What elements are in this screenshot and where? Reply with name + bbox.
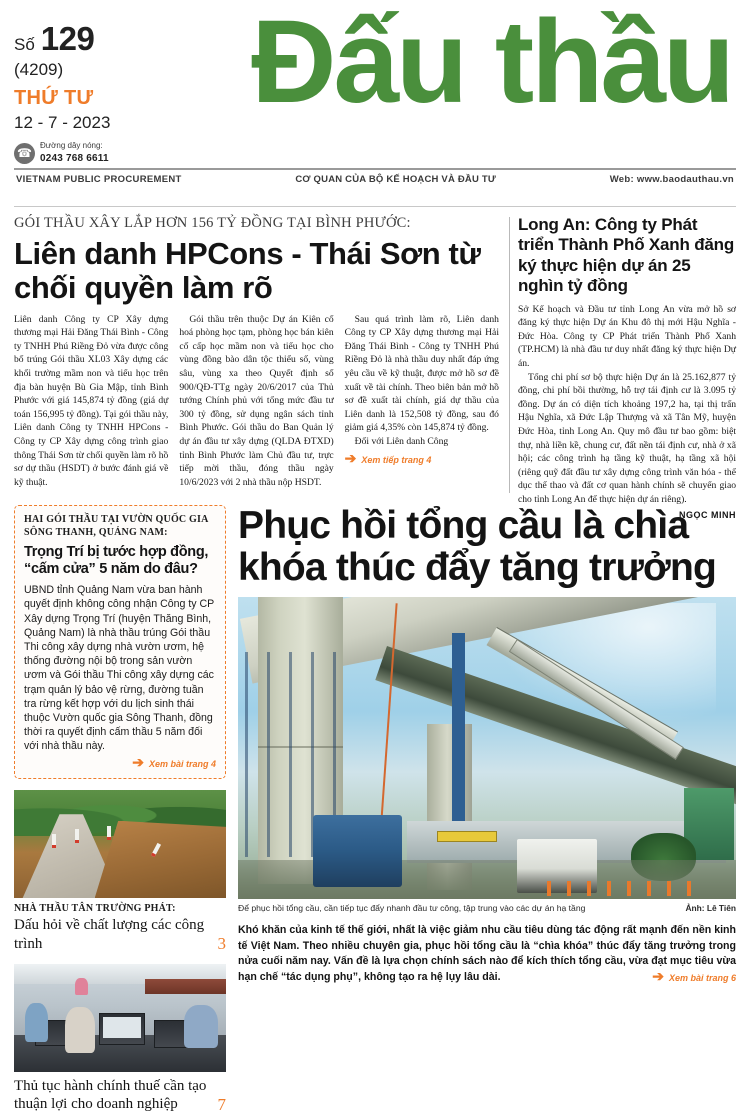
computer-monitor [99, 1013, 146, 1045]
tax-office-service-counter-photo [14, 964, 226, 1072]
hotline-number: 0243 768 6611 [40, 152, 109, 164]
lead-paragraph: Liên danh Công ty CP Xây dựng thương mại Hải Đăng Thái Bình - Công ty TNHH Phú Riềng Đỏ vừa được công bố trúng Gói thầu XL03 Xây dựng các khối trường mầm non và tiểu học trên địa bàn huyện Bù Gia Mập, tỉnh Bình Phước với giá 145,874 tỷ đồng (giá dự toán 156,995 tỷ đồng). Tại gói thầu này, Liên danh Công ty TNHH HPCons - Công ty CP Xây dựng công trình giao thông Thái Sơn từ chối quyền làm rõ hồ sơ dự thầu (HSDT) ở bước đánh giá về kỹ thuật. [14, 313, 169, 488]
lead-story-kicker: GÓI THẦU XÂY LẮP HƠN 156 TỶ ĐỒNG TẠI BÌNH PHƯỚC: [14, 215, 411, 231]
person-seated [184, 1005, 218, 1048]
masthead [14, 0, 736, 164]
sidebar-item-title[interactable]: Thủ tục hành chính thuế cần tạo thuận lợi cho doanh nghiệp [14, 1078, 207, 1113]
boxed-story-kicker: HAI GÓI THẦU TẠI VƯỜN QUỐC GIA SÔNG THANH, QUẢNG NAM: [24, 514, 208, 538]
yellow-billboard [437, 831, 497, 842]
column-divider [509, 217, 510, 493]
road-marker-post [52, 834, 56, 848]
boxed-story-headline[interactable]: Trọng Trí bị tước hợp đồng, “cấm cửa” 5 năm do đâu? [24, 544, 209, 578]
boxed-story-jump-link[interactable] [24, 757, 216, 771]
secondary-paragraph: Sở Kế hoạch và Đầu tư tỉnh Long An vừa mở hồ sơ đăng ký thực hiện Dự án Khu đô thị mới Hậu Nghĩa - Đức Hòa. Công ty CP Phát triển Thành Phố Xanh (TP.HCM) là nhà đầu tư duy nhất đăng ký thực hiện Dự án. [518, 303, 736, 369]
hotline-block [14, 141, 166, 165]
sidebar-item-page-number: 7 [217, 1094, 226, 1114]
hotline-text [40, 141, 109, 165]
secondary-story-body [518, 303, 736, 507]
main-feature-story[interactable] [226, 505, 736, 1114]
sidebar-item-kicker: NHÀ THẦU TÂN TRƯỜNG PHÁT: [14, 903, 176, 915]
issue-label: Số [14, 35, 35, 54]
person-background [75, 978, 88, 995]
blue-hydraulic-machine [313, 815, 403, 887]
road-marker-post [75, 829, 79, 843]
road-marker-post [107, 826, 111, 840]
arrow-right-icon: ➔ [132, 756, 144, 772]
lead-story-jump-label: Xem tiếp trang 4 [361, 454, 432, 465]
lead-story[interactable] [14, 215, 509, 495]
issue-serial: (4209) [14, 60, 64, 79]
secondary-story-byline: NGỌC MINH [679, 509, 736, 520]
masthead-strapline [14, 170, 736, 185]
top-stories-section [14, 215, 736, 520]
issue-number: 129 [40, 20, 95, 57]
lead-story-columns [14, 313, 499, 490]
feature-photo-caption: Để phục hồi tổng cầu, cần tiếp tục đẩy nhanh đầu tư công, tập trung vào các dự án hạ tầng [238, 903, 586, 914]
left-sidebar [14, 505, 226, 1114]
monitor-screen [103, 1017, 141, 1038]
lead-paragraph: Đối với Liên danh Công [354, 436, 449, 448]
sidebar-item-road-quality[interactable] [14, 790, 226, 953]
feature-photo-caption-row [238, 903, 736, 914]
strap-left: VIETNAM PUBLIC PROCUREMENT [16, 174, 182, 185]
person-seated [65, 1007, 95, 1052]
strap-website[interactable]: Web: www.baodauthau.vn [609, 174, 734, 185]
rural-road-construction-photo [14, 790, 226, 898]
lead-story-headline[interactable]: Liên danh HPCons - Thái Sơn từ chối quyền làm rõ [14, 236, 481, 306]
arrow-right-icon: ➔ [652, 970, 664, 986]
boxed-story-body: UBND tỉnh Quảng Nam vừa ban hành quyết định không công nhận Công ty CP Xây dựng Trọng Trí (huyện Thăng Bình, Quảng Nam) là nhà thầu trúng Gói thầu Thi công xây dựng nhà vườn ươm, hệ thống đường nội bộ trong sản vườn ươm và Gói thầu Thi công xây dựng các trạm quản lý bảo vệ rừng, đường tuần tra rừng kết hợp với du lịch sinh thái thuộc Vườn quốc gia Sông Thanh, đồng thời ra quyết định cấm thầu 5 năm đối với nhà thầu này. [24, 584, 215, 753]
lead-paragraph: Gói thầu trên thuộc Dự án Kiên cố hoá phòng học tạm, phòng học bán kiên cố cấp học mầm non và tiểu học cho vùng đồng bào dân tộc thiểu số, vùng sâu, vùng xa theo Quyết định số 900/QĐ-TTg ngày 20/6/2017 của Thủ tướng Chính phủ với tổng mức đầu tư 300 tỷ đồng, sử dụng ngân sách tỉnh Bình Phước. Gói thầu do Ban Quản lý dự án đầu tư xây dựng (QLDA ĐTXD) tỉnh Bình Phước làm Chủ đầu tư, trực tiếp mời thầu, đóng thầu ngày 10/6/2023 với 2 nhà thầu nộp HSDT. [179, 313, 334, 488]
service-counter [145, 979, 226, 994]
lower-section [14, 505, 736, 1114]
masthead-info-block [14, 14, 166, 165]
hotline-label: Đường dây nóng: [40, 141, 103, 150]
lead-paragraph: Sau quá trình làm rõ, Liên danh Công ty CP Xây dựng thương mại Hải Đăng Thái Bình - Công ty TNHH Phú Riềng Đỏ là nhà thầu duy nhất đáp ứng yêu cầu về kỹ thuật, được mở hồ sơ đề xuất về tài chính. Theo biên bản mở hồ sơ đề xuất tài chính, giá dự thầu của Liên danh là 152,508 tỷ đồng, sau đó giảm giá 4,35% còn 145,874 tỷ đồng. [344, 313, 499, 434]
issue-line [14, 22, 166, 55]
masthead-rule-bottom [14, 206, 736, 207]
boxed-story-jump-label: Xem bài trang 4 [148, 759, 216, 770]
feature-photo-credit: Ảnh: Lê Tiên [685, 903, 736, 914]
sidebar-item-tax-procedures[interactable] [14, 964, 226, 1114]
traffic-cones [547, 881, 696, 896]
feature-lead-paragraph: Khó khăn của kinh tế thế giới, nhất là việc giảm nhu cầu tiêu dùng tác động rất mạnh đến nền kinh tế Việt Nam. Theo nhiều chuyên gia, phục hồi tổng cầu là “chìa khóa” thúc đẩy tăng trưởng trong nửa cuối năm nay. Vấn đề là lựa chọn chính sách nào để kích thích tổng cầu, vừa đạt mục tiêu vừa hạn chế “tác dụng phụ”, không tạo ra hệ lụy lâu dài. [238, 924, 736, 983]
feature-headline[interactable]: Phục hồi tổng cầu là chìa khóa thúc đẩy tăng trưởng [238, 504, 716, 590]
strap-center: CƠ QUAN CỦA BỘ KẾ HOẠCH VÀ ĐẦU TƯ [295, 174, 496, 185]
feature-jump-label: Xem bài trang 6 [668, 973, 736, 984]
publication-date: 12 - 7 - 2023 [14, 113, 111, 132]
lead-story-jump-link[interactable] [345, 453, 499, 467]
elevated-bridge-construction-photo [238, 597, 736, 899]
phone-icon: ☎ [14, 143, 35, 164]
blue-support-column [452, 633, 464, 820]
weekday: THỨ TƯ [14, 87, 94, 109]
arrow-right-icon: ➔ [344, 451, 357, 467]
sidebar-item-title[interactable]: Dấu hỏi về chất lượng các công trình [14, 917, 205, 952]
person-standing [25, 1003, 48, 1042]
secondary-story-headline[interactable]: Long An: Công ty Phát triển Thành Phố Xanh đăng ký thực hiện dự án 25 nghìn tỷ đồng [518, 215, 735, 296]
sidebar-item-page-number: 3 [217, 934, 226, 954]
secondary-story[interactable] [518, 215, 736, 520]
sidebar-boxed-story[interactable] [14, 505, 226, 779]
sidebar-item-title-row [14, 1077, 226, 1114]
secondary-paragraph: Tổng chi phí sơ bộ thực hiện Dự án là 25.162,877 tỷ đồng, chi phí bồi thường, hỗ trợ tái định cư là 3.095 tỷ đồng. Dự án có diện tích khoảng 197,2 ha, tại thị trấn Hậu Nghĩa, xã Đức Lập Thượng và xã Tân Mỹ, huyện Đức Hòa, tỉnh Long An. Quy mô đầu tư bao gồm: biệt thự, nhà liền kề, chung cư, đất nền tái định cư, nhà ở xã hội; các công trình hạ tầng kỹ thuật, hạ tầng xã hội (riêng quỹ đất đầu tư xây dựng công trình văn hóa - thể dục thể thao và đất cơ quan hành chính sẽ chuyển giao cho tỉnh Long An để thực hiện dự án riêng). [518, 371, 736, 506]
newspaper-logo: Đấu thầu [251, 0, 732, 128]
sidebar-item-title-row [14, 916, 226, 953]
